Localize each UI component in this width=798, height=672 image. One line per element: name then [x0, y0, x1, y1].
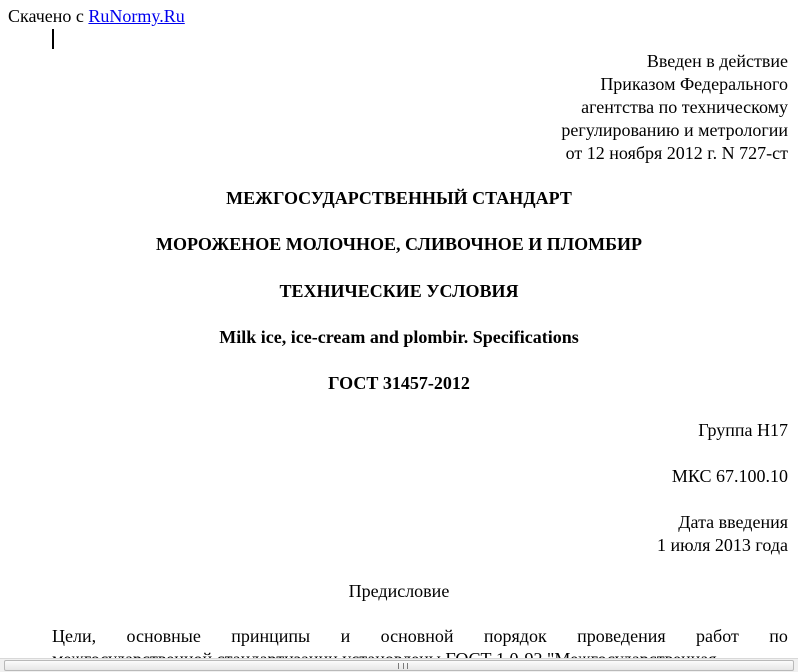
subtitle-ru-heading: ТЕХНИЧЕСКИЕ УСЛОВИЯ: [279, 281, 519, 301]
preface-word: принципы: [231, 626, 311, 646]
group-value: Группа Н17: [698, 420, 788, 440]
preface-line-2-clipped: [52, 648, 788, 658]
runormy-link[interactable]: RuNormy.Ru: [88, 6, 185, 26]
preface-word: основные: [126, 626, 201, 646]
title-en-heading: Milk ice, ice-cream and plombir. Specifications: [219, 327, 579, 347]
preface-word: проведения: [577, 626, 666, 646]
preface-line-1: [52, 625, 788, 648]
mks-value: МКС 67.100.10: [671, 466, 788, 486]
preface-word: Цели,: [52, 626, 97, 646]
introduced-line: регулированию и метрологии: [561, 120, 788, 140]
text-cursor: [52, 29, 54, 49]
intro-date-block: [657, 511, 788, 557]
preface-word: порядок: [483, 626, 547, 646]
preface-heading: Предисловие: [348, 581, 450, 601]
introduced-line: Введен в действие: [646, 51, 788, 71]
preface-word: основной: [380, 626, 454, 646]
introduced-line: Приказом Федерального: [600, 74, 788, 94]
horizontal-scrollbar[interactable]: [0, 658, 798, 672]
group-line: [698, 419, 788, 442]
source-line: [8, 5, 185, 27]
introduced-line: агентства по техническому: [581, 97, 788, 117]
title-ru-heading: МОРОЖЕНОЕ МОЛОЧНОЕ, СЛИВОЧНОЕ И ПЛОМБИР: [155, 234, 643, 254]
preface-word: и: [340, 626, 351, 646]
preface-word: по: [769, 626, 788, 646]
grip-icon: [398, 663, 408, 669]
gost-number-heading: ГОСТ 31457-2012: [328, 373, 470, 393]
source-prefix: Скачено с: [8, 6, 84, 26]
intro-date-label: Дата введения: [678, 512, 788, 532]
scrollbar-thumb[interactable]: [4, 660, 794, 671]
intro-date-value: 1 июля 2013 года: [657, 535, 788, 555]
standard-type-heading: МЕЖГОСУДАРСТВЕННЫЙ СТАНДАРТ: [226, 188, 572, 208]
mks-line: [672, 465, 788, 488]
preface-word: работ: [696, 626, 739, 646]
introduced-line: от 12 ноября 2012 г. N 727-ст: [565, 143, 788, 163]
introduced-block: [561, 50, 788, 165]
preface-paragraph: [52, 625, 788, 648]
